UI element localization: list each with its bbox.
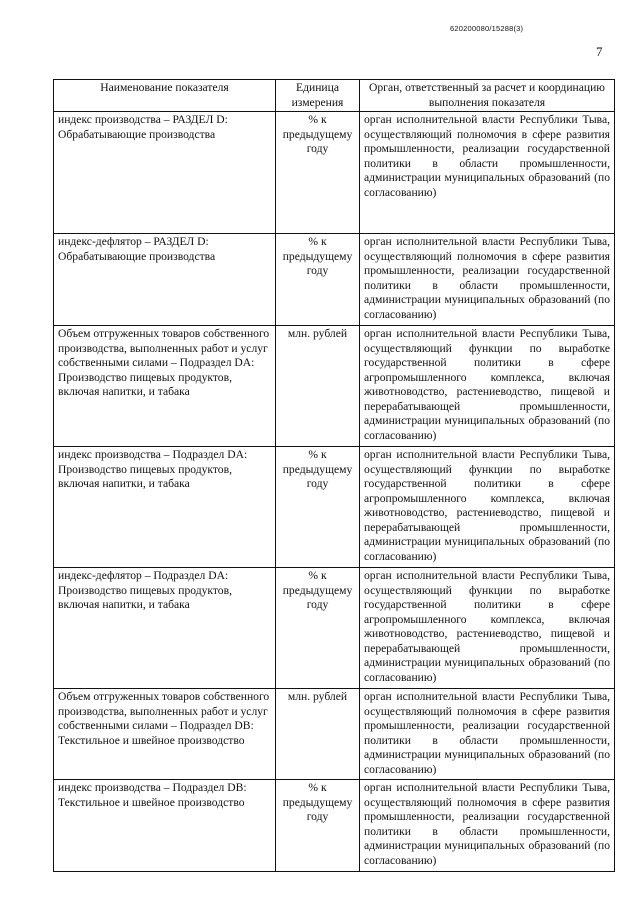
indicator-unit: % к предыдущему году [276, 447, 360, 568]
indicator-unit: % к предыдущему году [276, 568, 360, 689]
table-row [54, 326, 615, 447]
responsible-organ: орган исполнительной власти Республики Тыва, осуществляющий функции по выработке государственной политики в сфере агропромышленного комплекса, включая животноводство, растениеводство, пищевой и перерабатывающей промышленности, администрации муниципальных образований (по согласованию) [360, 568, 615, 689]
indicator-name: индекс производства – Подраздел DA: Производство пищевых продуктов, включая напитки, и табака [54, 447, 276, 568]
indicator-unit: % к предыдущему году [276, 234, 360, 326]
responsible-organ: орган исполнительной власти Республики Тыва, осуществляющий полномочия в сфере развития промышленности, реализации государственной политики в области промышленности, администрации муниципальных образований (по согласованию) [360, 234, 615, 326]
indicator-name: индекс производства – Подраздел DB: Текстильное и швейное производство [54, 780, 276, 872]
indicators-table [53, 79, 615, 872]
column-header-unit: Единица измерения [276, 80, 360, 112]
indicator-name: Объем отгруженных товаров собственного производства, выполненных работ и услуг собственными силами – Подраздел DA: Производство пищевых продуктов, включая напитки, и табака [54, 326, 276, 447]
table-header-row [54, 80, 615, 112]
document-code: 620200080/15288(3) [450, 24, 524, 33]
indicator-name: индекс-дефлятор – РАЗДЕЛ D: Обрабатывающие производства [54, 234, 276, 326]
indicator-unit: млн. рублей [276, 326, 360, 447]
indicator-name: индекс-дефлятор – Подраздел DA: Производство пищевых продуктов, включая напитки, и табака [54, 568, 276, 689]
table-row [54, 234, 615, 326]
table-row [54, 780, 615, 872]
indicator-unit: % к предыдущему году [276, 780, 360, 872]
indicator-name: индекс производства – РАЗДЕЛ D: Обрабатывающие производства [54, 112, 276, 234]
page-number: 7 [596, 44, 603, 59]
responsible-organ: орган исполнительной власти Республики Тыва, осуществляющий функции по выработке государственной политики в сфере агропромышленного комплекса, включая животноводство, растениеводство, пищевой и перерабатывающей промышленности, администрации муниципальных образований (по согласованию) [360, 447, 615, 568]
table-row [54, 689, 615, 780]
responsible-organ: орган исполнительной власти Республики Тыва, осуществляющий полномочия в сфере развития промышленности, реализации государственной политики в области промышленности, администрации муниципальных образований (по согласованию) [360, 112, 615, 234]
table-row [54, 568, 615, 689]
responsible-organ: орган исполнительной власти Республики Тыва, осуществляющий функции по выработке государственной политики в сфере агропромышленного комплекса, включая животноводство, растениеводство, пищевой и перерабатывающей промышленности, администрации муниципальных образований (по согласованию) [360, 326, 615, 447]
indicator-unit: млн. рублей [276, 689, 360, 780]
column-header-organ: Орган, ответственный за расчет и координацию выполнения показателя [360, 80, 615, 112]
table-row [54, 447, 615, 568]
indicator-name: Объем отгруженных товаров собственного производства, выполненных работ и услуг собственными силами – Подраздел DB: Текстильное и швейное производство [54, 689, 276, 780]
table-row [54, 112, 615, 234]
column-header-name: Наименование показателя [54, 80, 276, 112]
responsible-organ: орган исполнительной власти Республики Тыва, осуществляющий полномочия в сфере развития промышленности, реализации государственной политики в области промышленности, администрации муниципальных образований (по согласованию) [360, 689, 615, 780]
responsible-organ: орган исполнительной власти Республики Тыва, осуществляющий полномочия в сфере развития промышленности, реализации государственной политики в области промышленности, администрации муниципальных образований (по согласованию) [360, 780, 615, 872]
indicator-unit: % к предыдущему году [276, 112, 360, 234]
